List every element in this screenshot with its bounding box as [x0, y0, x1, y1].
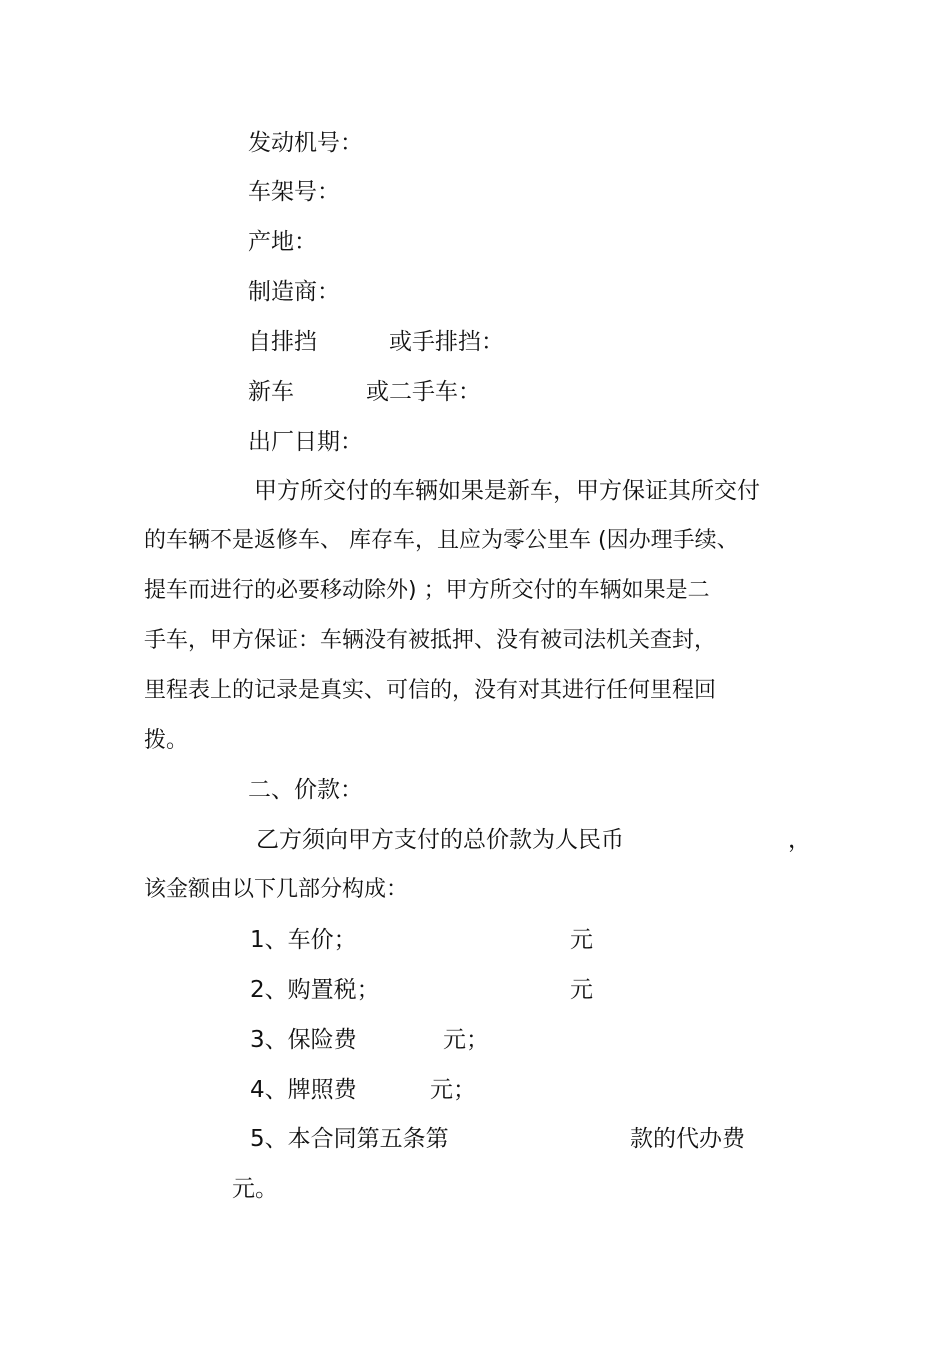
total-price-comma: ，: [788, 827, 811, 853]
origin-label: 产地：: [248, 229, 317, 255]
guarantee-line-3: 提车而进行的必要移动除外) ；甲方所交付的车辆如果是二: [144, 578, 710, 603]
transmission-manual-label: 或手排挡：: [389, 329, 504, 355]
price-item-5-tail: 元。: [232, 1176, 278, 1202]
guarantee-line-4: 手车，甲方保证：车辆没有被抵押、没有被司法机关查封，: [144, 628, 717, 653]
price-composition-line: 该金额由以下几部分构成：: [144, 877, 409, 902]
price-item-2-unit: 元: [570, 977, 593, 1003]
total-price-line: 乙方须向甲方支付的总价款为人民币: [256, 827, 624, 853]
price-item-3-label: 3、保险费: [250, 1027, 357, 1053]
new-car-label: 新车: [248, 379, 294, 405]
engine-number-label: 发动机号：: [248, 130, 363, 156]
price-item-3-unit: 元；: [443, 1027, 489, 1053]
manufacturer-label: 制造商：: [248, 279, 340, 305]
factory-date-label: 出厂日期：: [248, 429, 363, 455]
price-item-1-unit: 元: [570, 927, 593, 953]
guarantee-line-5: 里程表上的记录是真实、可信的，没有对其进行任何里程回: [144, 678, 717, 703]
guarantee-line-1: 甲方所交付的车辆如果是新车，甲方保证其所交付: [254, 478, 760, 504]
price-item-2-label: 2、购置税；: [250, 977, 380, 1003]
guarantee-line-2: 的车辆不是返修车、 库存车，且应为零公里车 (因办理手续、: [144, 528, 739, 553]
price-item-4-label: 4、牌照费: [250, 1077, 357, 1103]
used-car-label: 或二手车：: [366, 379, 481, 405]
frame-number-label: 车架号：: [248, 179, 340, 205]
price-item-5-label: 5、本合同第五条第: [250, 1126, 449, 1152]
guarantee-line-6: 拨。: [144, 728, 189, 753]
price-item-4-unit: 元；: [430, 1077, 476, 1103]
price-section-heading: 二、价款：: [248, 777, 363, 803]
transmission-auto-label: 自排挡: [248, 329, 317, 355]
price-item-5-unit: 款的代办费: [630, 1126, 745, 1152]
price-item-1-label: 1、车价；: [250, 927, 357, 953]
